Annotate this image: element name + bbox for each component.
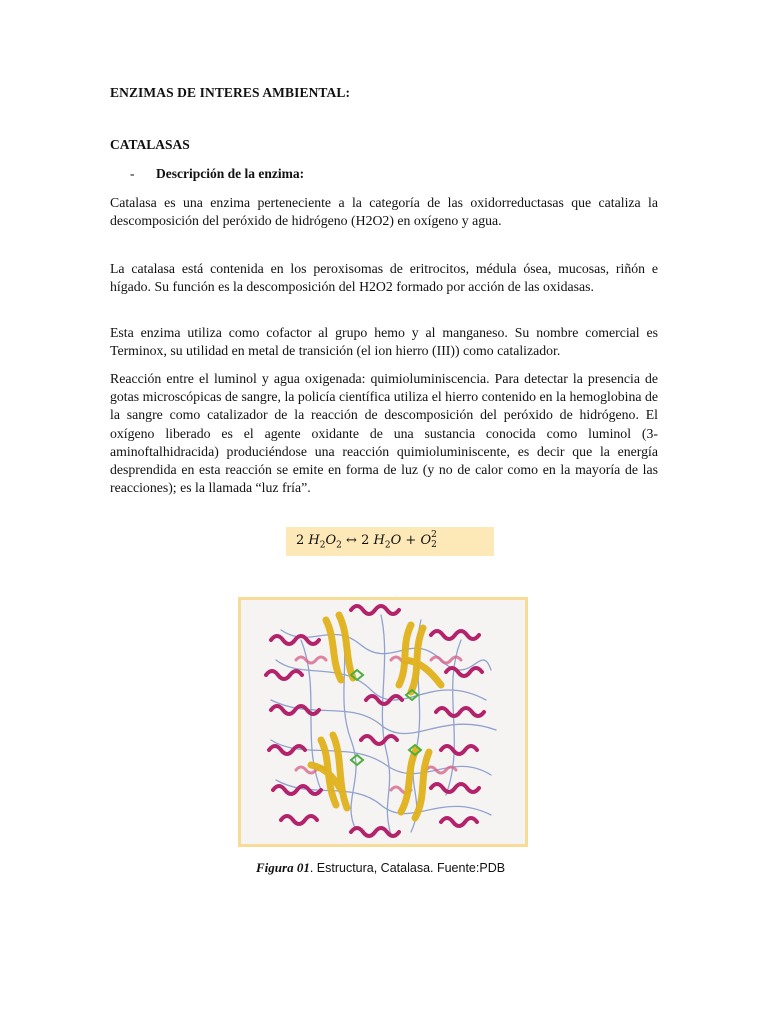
document-heading: ENZIMAS DE INTERES AMBIENTAL: [110, 85, 351, 100]
catalase-structure-figure [238, 597, 528, 847]
equilibrium-arrow: ↔ [346, 533, 357, 548]
bullet-label: Descripción de la enzima: [156, 166, 305, 181]
figure-caption [256, 860, 505, 876]
paragraph-definition: Catalasa es una enzima perteneciente a la categoría de las oxidorreductasas que cataliza la descomposición del peróxido de hidrógeno (H2O2) en oxígeno y agua. [110, 195, 658, 229]
bullet-dash: - [130, 166, 135, 181]
paragraph-luminol: Reacción entre el luminol y agua oxigenada: quimioluminiscencia. Para detectar la presencia de gotas microscópicas de sangre, la policía científica utiliza el hierro contenido en la hemoglobina de la sangre como catalizador de la reacción de descomposición del peróxido de hidrógeno. El oxígeno liberado es el agente oxidante de una sustancia conocida como luminol (3-aminoftalhidracida) produciéndose una reacción quimioluminiscente, es decir que la energía desprendida en esta reacción se emite en forma de luz (y no de calor como en la mayoría de las reacciones); es la llamada “luz fría”. [110, 371, 658, 496]
equation-box [286, 527, 494, 556]
figure-caption-label: Figura 01 [256, 860, 310, 875]
paragraph-cofactor: Esta enzima utiliza como cofactor al grupo hemo y al manganeso. Su nombre comercial es Terminox, su utilidad en metal de transición (el ion hierro (III)) como catalizador. [110, 325, 658, 359]
bullet-item [130, 166, 304, 182]
figure-caption-text: . Estructura, Catalasa. Fuente:PDB [309, 861, 506, 875]
protein-ribbon-image [241, 600, 525, 844]
reaction-equation: 2 $H_2O_2$ ↔ 2 $H_2O + O$ 2 2 [296, 529, 437, 551]
section-title: CATALASAS [110, 137, 190, 152]
paragraph-location: La catalasa está contenida en los peroxisomas de eritrocitos, médula ósea, mucosas, riñón e hígado. Su función es la descomposición del H2O2 formado por acción de las oxidasas. [110, 261, 658, 295]
